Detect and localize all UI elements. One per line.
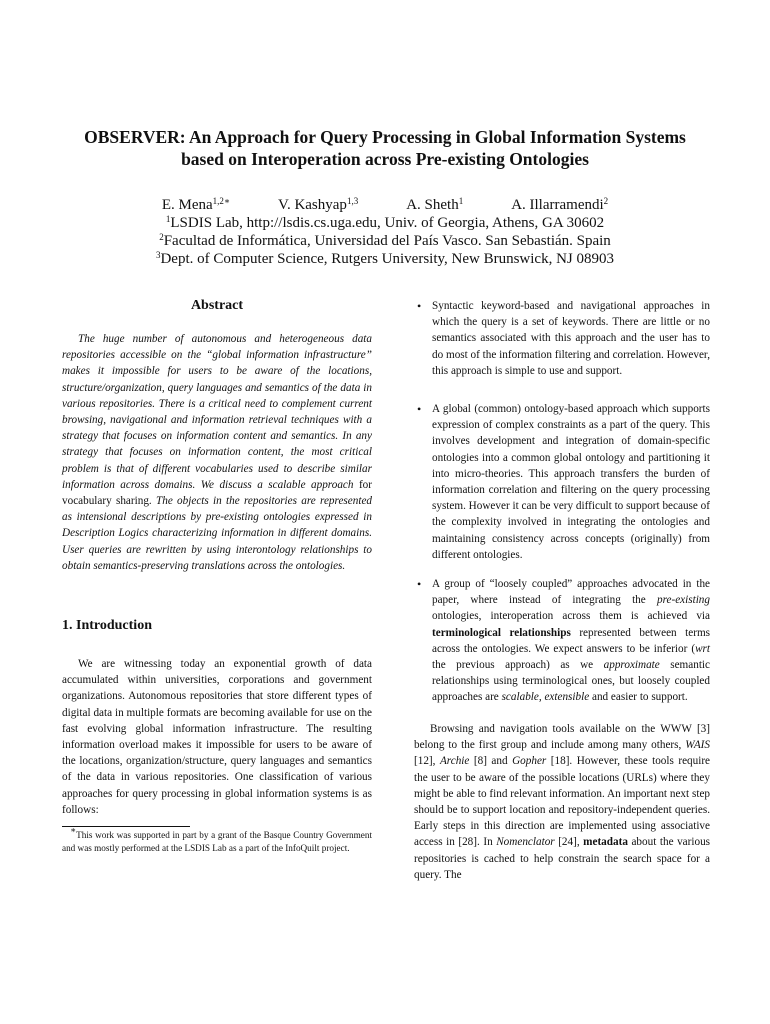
title-line-1: OBSERVER: An Approach for Query Processing in Global Information Systems <box>84 127 686 147</box>
author: A. Illarramendi$^2$ <box>511 196 609 213</box>
author: V. Kashyap$^{1,3}$ <box>278 196 359 213</box>
introduction-body: We are witnessing today an exponential growth of data accumulated within universities, corporations and government organizations. Autonomous repositories that store different types of digital data in multiple formats are becoming available for use on the fast evolving global information infrastructure. The resulting information overload makes it impossible for users to be aware of the locations, organization/structure, query languages and semantics of the data in various repositories. One classification of various approaches for query processing in global information systems is as follows: <box>62 658 372 816</box>
author: A. Sheth$^1$ <box>406 196 464 213</box>
paper-title <box>40 126 730 170</box>
abstract-body: The huge number of autonomous and heterogeneous data repositories accessible on the “global information infrastructure” makes it impossible for users to be aware of the locations, structure/organization, query languages and semantics of the data in various repositories. There is a critical need to complement current browsing, navigational and information retrieval techniques with a strategy that focuses on information content and semantics. In any strategy that focuses on information content, the most critical problem is that of different vocabularies used to describe similar information across domains. We discuss a scalable approach for vocabulary sharing. The objects in the repositories are represented as intensional descriptions by pre-existing ontologies expressed in Description Logics characterizing information in different domains. User queries are rewritten by using interontology relationships to obtain semantics-preserving translations across the ontologies. <box>62 333 373 572</box>
affiliation: $^1$LSDIS Lab, http://lsdis.cs.uga.edu, Univ. of Georgia, Athens, GA 30602 <box>165 214 605 231</box>
bullet-item: • A global (common) ontology-based approach which supports expression of complex constraints as a part of the query. This involves development and integration of domain-specific ontologies into a common global ontology and partitioning it into micro-theories. This approach transfers the burden of information correlation and filtering on the query processing system. However it can be very difficult to support because of the complexity involved in integrating the ontologies and maintaining consistency across concepts (originally) from different ontologies. <box>417 402 710 561</box>
bullet-item: • A group of “loosely coupled” approaches advocated in the paper, where instead of integrating the pre-existing ontologies, interoperation across them is achieved via terminological relationships represented between terms across the ontologies. We expect answers to be inferior (wrt the previous approach) as we approximate semantic relationships using terminological ones, but loosely coupled approaches are scalable, extensible and easier to support. <box>417 577 710 704</box>
bullet-item: • Syntactic keyword-based and navigational approaches in which the query is a set of keywords. There are little or no semantics associated with this approach and the user has to do most of the information filtering and correlation. However, this approach is simple to use and support. <box>417 299 710 377</box>
bullet-icon: • <box>417 577 422 591</box>
abstract-heading: Abstract <box>190 298 244 313</box>
affiliation: $^2$Facultad de Informática, Universidad del País Vasco. San Sebastián. Spain <box>159 232 611 249</box>
bullet-icon: • <box>417 402 422 416</box>
affiliation: $^3$Dept. of Computer Science, Rutgers University, New Brunswick, NJ 08903 <box>155 250 615 267</box>
title-line-2: based on Interoperation across Pre-existing Ontologies <box>181 149 589 169</box>
bullet-icon: • <box>417 299 422 313</box>
footnote-divider <box>62 826 190 827</box>
author: E. Mena$^{1,2∗}$ <box>161 196 231 213</box>
author-block <box>40 196 730 268</box>
footnote: ∗This work was supported in part by a grant of the Basque Country Government and was mostly performed at the LSDIS Lab as a part of the InfoQuilt project. <box>62 825 372 853</box>
author-list <box>40 196 730 214</box>
introduction-heading: 1. Introduction <box>62 618 152 633</box>
browsing-paragraph: Browsing and navigation tools available on the WWW [3] belong to the first group and include among many others, WAIS [12], Archie [8] and Gopher [18]. However, these tools require the user to be aware of the possible locations (URLs) where they might be able to find relevant information. An important next step should be to support location and repository-independent queries. Early steps in this direction are implemented using associative access in [28]. In Nomenclator [24], metadata about the various repositories is cached to help constrain the search space for a query. The <box>414 723 711 881</box>
